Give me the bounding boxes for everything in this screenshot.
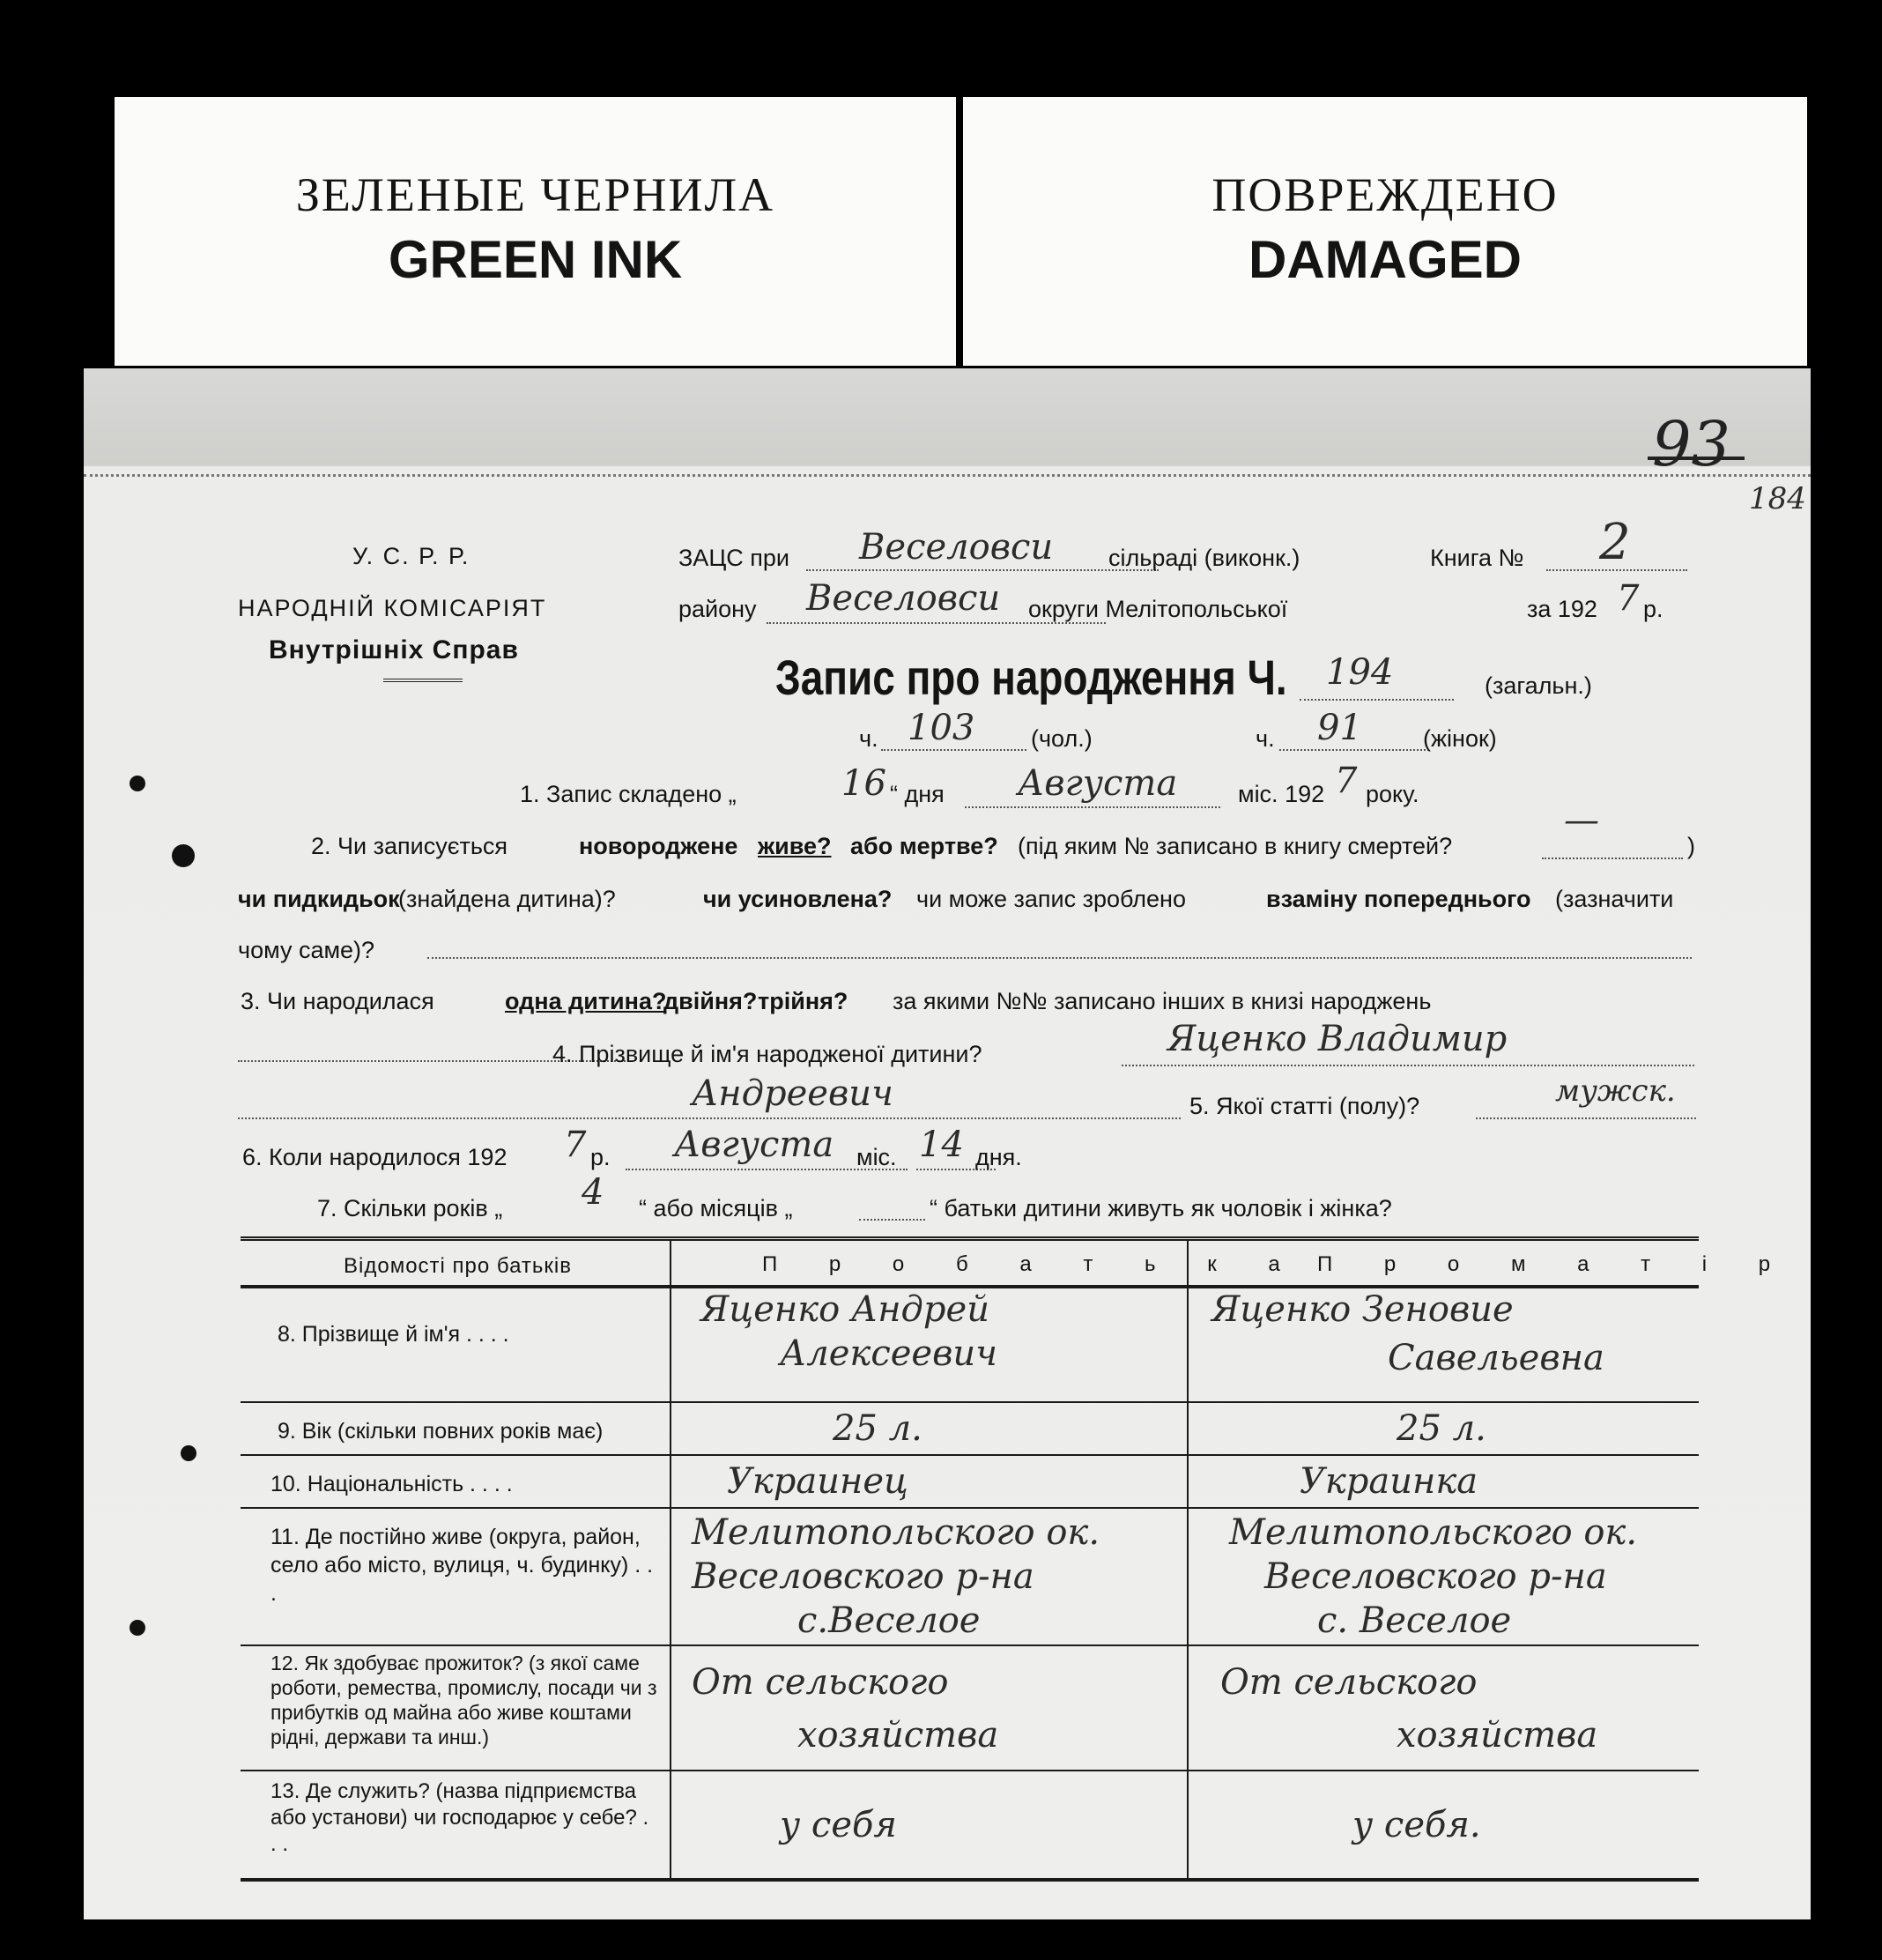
male-label: (чол.) bbox=[1031, 725, 1093, 752]
f3-bold1: одна дитина? bbox=[505, 988, 667, 1014]
table-vline-2 bbox=[1187, 1241, 1189, 1880]
perforation-line bbox=[84, 474, 1811, 477]
th-info: Відомості про батьків bbox=[344, 1254, 572, 1278]
rayon-value: Веселовси bbox=[806, 578, 1001, 619]
row10-mother: Украинка bbox=[1300, 1461, 1478, 1502]
f1-mid: “ дня bbox=[890, 781, 945, 807]
f4-dots bbox=[1122, 1065, 1694, 1066]
row12-border bbox=[241, 1770, 1699, 1771]
row12-mother-2: хозяйства bbox=[1397, 1715, 1598, 1756]
f5-value: мужск. bbox=[1555, 1073, 1676, 1109]
year-label: за 192 bbox=[1527, 596, 1597, 622]
f2b-bold3: взаміну попереднього bbox=[1266, 886, 1531, 912]
general-label: (загальн.) bbox=[1485, 672, 1592, 699]
book-label: Книга № bbox=[1430, 545, 1524, 571]
row12-father-1: От сельского bbox=[692, 1662, 949, 1703]
f2b-t1: (знайдена дитина)? bbox=[398, 886, 616, 912]
row8-mother-2: Савельевна bbox=[1388, 1338, 1604, 1378]
rayon-label: району bbox=[678, 596, 757, 622]
f2-bold1: новороджене bbox=[579, 833, 738, 859]
row8-father-1: Яценко Андрей bbox=[700, 1289, 989, 1330]
f3-num: 3. Чи народилася bbox=[241, 988, 434, 1014]
f6-day: 14 bbox=[919, 1125, 964, 1165]
row11-father-2: Веселовского р-на bbox=[692, 1556, 1034, 1597]
th-mother: П р о м а т і р bbox=[1317, 1252, 1794, 1276]
row8-label: 8. Прізвище й ім'я . . . . bbox=[278, 1322, 509, 1347]
punch-hole bbox=[172, 844, 195, 867]
female-number: 91 bbox=[1317, 708, 1362, 748]
f2-bold2: живе? bbox=[758, 833, 832, 859]
f4-dots2 bbox=[238, 1117, 1181, 1119]
state-name: У. С. Р. Р. bbox=[352, 543, 470, 569]
f2-close: ) bbox=[1687, 833, 1695, 859]
f1-year: 7 bbox=[1335, 761, 1358, 801]
ministry-line1: НАРОДНІЙ КОМІСАРІЯТ bbox=[238, 595, 547, 621]
table-top-border bbox=[241, 1236, 1699, 1241]
f6-month: Августа bbox=[674, 1125, 834, 1165]
f5-label: 5. Якої статті (полу)? bbox=[1189, 1093, 1420, 1119]
general-dots bbox=[1300, 699, 1454, 701]
f3-bold3: трійня? bbox=[758, 988, 848, 1014]
row11-father-3: с.Веселое bbox=[797, 1600, 981, 1641]
row11-father-1: Мелитопольского ок. bbox=[692, 1512, 1100, 1553]
book-value: 2 bbox=[1599, 514, 1631, 571]
row9-father: 25 л. bbox=[833, 1408, 922, 1449]
green-ink-label bbox=[115, 97, 956, 366]
f2c-text: чому саме)? bbox=[238, 937, 375, 963]
f7-months-dots bbox=[859, 1219, 925, 1221]
ministry-line2: Внутрішніх Справ bbox=[269, 635, 519, 664]
row8-mother-1: Яценко Зеновие bbox=[1211, 1289, 1514, 1330]
row12-mother-1: От сельского bbox=[1220, 1662, 1478, 1703]
f1-prefix: 1. Запис складено „ bbox=[520, 781, 737, 807]
f6-year: 7 bbox=[564, 1125, 587, 1165]
row10-father: Украинец bbox=[727, 1461, 908, 1502]
f7-years: 4 bbox=[582, 1172, 604, 1213]
f2-bold3: або мертве? bbox=[850, 833, 998, 859]
punch-hole bbox=[181, 1445, 196, 1461]
f2c-dots bbox=[427, 957, 1692, 959]
f2-rest: (під яким № записано в книгу смертей? bbox=[1018, 833, 1453, 859]
f1-month: Августа bbox=[1018, 763, 1178, 804]
row11-label: 11. Де постійно живе (округа, район, село або місто, вулиця, ч. будинку) . . . bbox=[270, 1525, 654, 1606]
f6-dnya: дня. bbox=[975, 1144, 1022, 1170]
year-value: 7 bbox=[1617, 578, 1640, 619]
green-ink-label-en: GREEN INK bbox=[388, 230, 683, 289]
row11-mother-3: с. Веселое bbox=[1317, 1600, 1512, 1641]
year-suffix: р. bbox=[1643, 596, 1663, 622]
table-bottom-border bbox=[241, 1878, 1699, 1882]
okrug-label: округи Мелітопольської bbox=[1028, 596, 1288, 622]
row11-mother-1: Мелитопольского ок. bbox=[1229, 1512, 1638, 1553]
row11-border bbox=[241, 1644, 1699, 1646]
row11-mother-2: Веселовского р-на bbox=[1264, 1556, 1607, 1597]
f2-value: — bbox=[1564, 800, 1599, 841]
f7-label: 7. Скільки років „ bbox=[317, 1195, 503, 1221]
f5-dots bbox=[1476, 1117, 1696, 1119]
archive-number-old: 93 bbox=[1652, 408, 1731, 480]
f3-rest: за якими №№ записано інших в книзі народжень bbox=[893, 988, 1432, 1014]
row10-border bbox=[241, 1507, 1699, 1509]
f2b-t3: (зазначити bbox=[1555, 886, 1674, 912]
f1-mis: міс. 192 bbox=[1238, 781, 1325, 807]
male-number: 103 bbox=[908, 708, 975, 748]
damaged-label-ru: ПОВРЕЖДЕНО bbox=[1211, 168, 1559, 221]
zags-dots bbox=[806, 569, 1159, 571]
row13-label: 13. Де служить? (назва підприємства або установи) чи господарює у себе? . . . bbox=[270, 1779, 649, 1856]
birth-record-form bbox=[84, 368, 1811, 1919]
f2b-t2: чи може запис зроблено bbox=[916, 886, 1186, 912]
row13-mother: у себя. bbox=[1352, 1805, 1481, 1845]
zags-value: Веселовси bbox=[859, 527, 1054, 568]
row9-label: 9. Вік (скільки повних років має) bbox=[278, 1419, 604, 1444]
f2-dots bbox=[1542, 858, 1683, 859]
row12-label: 12. Як здобуває прожиток? (з якої саме роботи, ремества, промислу, посади чи з прибутків од майна або живе коштами рідні, держави та инш.) bbox=[270, 1652, 657, 1748]
general-number: 194 bbox=[1326, 652, 1394, 693]
punch-hole bbox=[130, 1620, 145, 1636]
female-dots bbox=[1279, 749, 1429, 751]
f1-suffix: року. bbox=[1366, 781, 1419, 807]
archive-number-strike bbox=[1648, 457, 1745, 460]
female-label: (жінок) bbox=[1423, 725, 1497, 752]
f2-num: 2. Чи записується bbox=[311, 833, 508, 859]
row9-border bbox=[241, 1454, 1699, 1456]
record-title: Запис про народження Ч. bbox=[775, 650, 1287, 705]
f6-mis: міс. bbox=[856, 1144, 897, 1170]
archive-number-new: 184 bbox=[1749, 481, 1806, 516]
f7-mid: “ або місяців „ bbox=[639, 1195, 793, 1221]
row13-father: у себя bbox=[780, 1805, 897, 1845]
f6-r: р. bbox=[590, 1144, 611, 1170]
male-dots bbox=[881, 749, 1026, 751]
f4-value2: Андреевич bbox=[692, 1073, 893, 1114]
male-prefix: ч. bbox=[859, 725, 878, 752]
table-vline-1 bbox=[670, 1241, 671, 1880]
damaged-label bbox=[963, 97, 1807, 366]
row8-father-2: Алексеевич bbox=[780, 1333, 997, 1374]
row12-father-2: хозяйства bbox=[797, 1715, 999, 1756]
th-father: П р о б а т ь к а bbox=[762, 1252, 1303, 1276]
row8-border bbox=[241, 1401, 1699, 1403]
row9-mother: 25 л. bbox=[1397, 1408, 1486, 1449]
row10-label: 10. Національність . . . . bbox=[270, 1472, 513, 1496]
f3-bold2: двійня? bbox=[663, 988, 758, 1014]
f4-value1: Яценко Владимир bbox=[1167, 1019, 1508, 1059]
ministry-underline bbox=[383, 679, 463, 682]
female-prefix: ч. bbox=[1256, 725, 1275, 752]
f2b-bold1: чи пидкидьок bbox=[238, 886, 400, 912]
zags-prefix: ЗАЦС при bbox=[678, 545, 790, 571]
green-ink-label-ru: ЗЕЛЕНЫЕ ЧЕРНИЛА bbox=[295, 168, 775, 221]
damaged-label-en: DAMAGED bbox=[1248, 230, 1522, 289]
table-header-border bbox=[241, 1285, 1699, 1288]
f1-day: 16 bbox=[841, 763, 886, 804]
f2b-bold2: чи усиновлена? bbox=[703, 886, 893, 912]
f7-end: “ батьки дитини живуть як чоловік і жінка? bbox=[930, 1195, 1392, 1221]
punch-hole bbox=[130, 776, 145, 791]
f4-label: 4. Прізвище й ім'я народженої дитини? bbox=[552, 1041, 982, 1067]
zags-suffix: сільраді (виконк.) bbox=[1108, 545, 1300, 571]
f1-month-dots bbox=[965, 806, 1220, 808]
f6-label: 6. Коли народилося 192 bbox=[242, 1144, 508, 1170]
